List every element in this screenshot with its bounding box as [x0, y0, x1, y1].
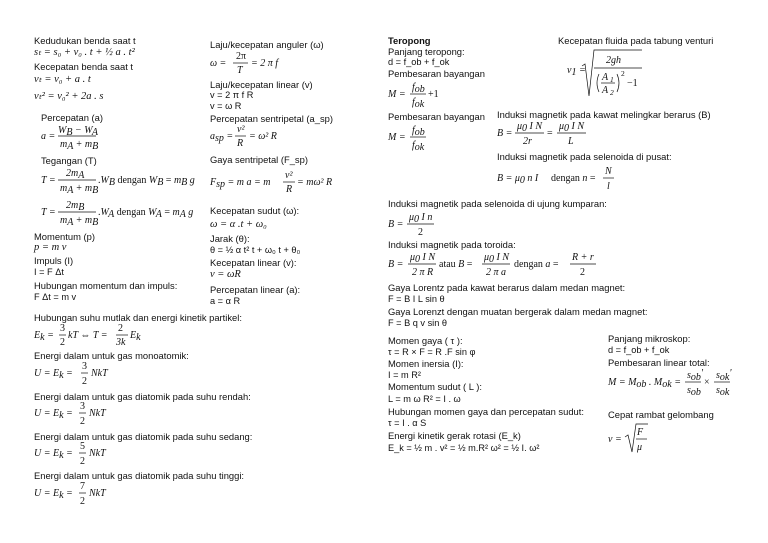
heading-impuls: Impuls (I) [34, 255, 74, 266]
svg-text:=: = [547, 128, 553, 139]
svg-text:fob: fob [412, 82, 425, 95]
formula-momentum-sudut: L = m ω R² = I . ω [388, 394, 461, 404]
svg-text:NkT: NkT [89, 448, 106, 459]
formula-induksi-kawat [497, 121, 586, 147]
svg-text:.WA dengan WA = mA g: .WA dengan WA = mA g [98, 207, 194, 220]
svg-text:v =: v = [608, 434, 622, 445]
formula-percepatan [41, 125, 99, 152]
formula-induksi-selenoida-pusat [497, 166, 614, 192]
svg-text:2 π R: 2 π R [412, 267, 434, 278]
formula-momentum: p = m v [34, 242, 67, 253]
formula-momen-gaya: τ = R × F = R .F sin φ [388, 347, 476, 357]
svg-text:μ0 I N: μ0 I N [410, 252, 436, 265]
svg-text:M = Mob . Mok =: M = Mob . Mok = [608, 377, 681, 390]
svg-text:2: 2 [580, 267, 585, 278]
heading-jarak: Jarak (θ): [210, 233, 250, 244]
svg-text:fok: fok [412, 97, 425, 110]
formula-cepat-rambat [608, 424, 648, 453]
svg-text:M =: M = [388, 89, 406, 100]
svg-text:2: 2 [621, 69, 625, 78]
formula-lorentz-kawat: F = B I L sin θ [388, 294, 445, 304]
svg-text:WB − WA: WB − WA [58, 125, 98, 138]
formula-hubungan-momen: τ = I . α S [388, 418, 427, 428]
formula-omega [210, 51, 279, 76]
formula-induksi-selenoida-ujung [388, 212, 434, 238]
svg-text:sok': sok' [716, 368, 732, 383]
heading-pembesaran-1: Pembesaran bayangan [388, 68, 485, 79]
svg-text:sok: sok [716, 385, 730, 398]
heading-tegangan: Tegangan (T) [41, 155, 97, 166]
svg-text:L: L [568, 136, 574, 147]
svg-text:3: 3 [60, 323, 65, 334]
heading-cepat-rambat: Cepat rambat gelombang [608, 409, 714, 420]
heading-suhu-energi: Hubungan suhu mutlak dan energi kinetik partikel: [34, 312, 242, 323]
svg-text:B = μ0 n I: B = μ0 n I [497, 173, 539, 186]
svg-text:2: 2 [610, 88, 614, 97]
formula-suhu-energi [33, 323, 141, 348]
svg-text:Fsp = m a = m: Fsp = m a = m [210, 177, 271, 190]
heading-diatomik-rendah: Energi dalam untuk gas diatomik pada suhu rendah: [34, 391, 251, 402]
svg-text:μ: μ [637, 442, 643, 453]
svg-text:v1 =: v1 = [567, 65, 586, 78]
formula-venturi [567, 50, 642, 97]
formula-kecepatan-sudut: ω = α .t + ω₀ [210, 219, 267, 230]
svg-text:×: × [704, 377, 710, 388]
heading-kecepatan-linear-2: Kecepatan linear (v): [210, 257, 297, 268]
svg-text:μ0 I N: μ0 I N [559, 121, 585, 134]
svg-text:2: 2 [80, 456, 85, 467]
svg-text:dengan a =: dengan a = [514, 259, 559, 270]
svg-text:−1: −1 [627, 78, 638, 89]
formula-v-2pifr: v = 2 π f R [210, 90, 254, 100]
formula-gaya-sentripetal [209, 170, 332, 195]
svg-text:= ω² R: = ω² R [249, 131, 277, 142]
svg-text:v²: v² [285, 170, 293, 181]
svg-text:mA + mB: mA + mB [60, 183, 99, 196]
heading-diatomik-tinggi: Energi dalam untuk gas diatomik pada suhu tinggi: [34, 470, 245, 481]
svg-text:R + r: R + r [572, 252, 594, 263]
svg-text:T =: T = [41, 175, 56, 186]
svg-text:kT ⇔ T =: kT ⇔ T = [68, 330, 108, 341]
heading-hubungan-momentum: Hubungan momentum dan impuls: [34, 280, 178, 291]
svg-text:R: R [286, 184, 293, 195]
svg-text:asp =: asp = [210, 131, 234, 144]
svg-text:T: T [237, 65, 243, 76]
svg-text:A: A [602, 72, 609, 83]
svg-text:atau B =: atau B = [439, 259, 473, 270]
heading-momen-gaya: Momen gaya ( τ ): [388, 335, 463, 346]
svg-text:NkT: NkT [89, 408, 106, 419]
formula-diatomik-sedang [34, 441, 107, 467]
svg-text:sob: sob [687, 385, 701, 398]
formula-lorentz-muatan: F = B q v sin θ [388, 318, 447, 328]
formula-kecepatan-linear-2: v = ωR [210, 269, 241, 280]
formula-impuls: I = F Δt [34, 267, 64, 277]
svg-text:Ek: Ek [130, 330, 141, 343]
svg-text:2gh: 2gh [606, 55, 621, 66]
heading-kecepatan-linear: Laju/kecepatan linear (v) [210, 79, 313, 90]
heading-percepatan-sentripetal: Percepatan sentripetal (a_sp) [210, 113, 333, 124]
svg-text:mA + mB: mA + mB [60, 139, 99, 152]
svg-text:mA + mB: mA + mB [60, 215, 99, 228]
heading-kecepatan-sudut: Kecepatan sudut (ω): [210, 205, 300, 216]
svg-text:U = Ek =: U = Ek = [34, 408, 73, 421]
svg-text:NkT: NkT [91, 368, 108, 379]
heading-lorentz-kawat: Gaya Lorentz pada kawat berarus dalam medan magnet: [388, 282, 626, 293]
svg-text:μ0 I N: μ0 I N [517, 121, 543, 134]
svg-text:= mω² R: = mω² R [297, 177, 333, 188]
heading-venturi: Kecepatan fluida pada tabung venturi [558, 35, 714, 46]
svg-text:ω =: ω = [210, 58, 227, 69]
formula-diatomik-tinggi [34, 481, 107, 507]
heading-induksi-selenoida-ujung: Induksi magnetik pada selenoida di ujung kumparan: [388, 198, 607, 209]
formula-pembesaran-2 [387, 125, 426, 153]
svg-text:= 2 π f: = 2 π f [251, 58, 279, 69]
formula-kedudukan: sₜ = s₀ + v₀ . t + ½ a . t² [34, 47, 135, 58]
heading-pembesaran-2: Pembesaran bayangan [388, 111, 485, 122]
formula-pembesaran-1 [387, 82, 439, 110]
heading-induksi-kawat: Induksi magnetik pada kawat melingkar berarus (B) [497, 109, 711, 120]
svg-text:M =: M = [388, 132, 406, 143]
heading-pembesaran-linear: Pembesaran linear total: [608, 357, 710, 368]
svg-text:fob: fob [412, 125, 425, 138]
svg-text:+1: +1 [428, 89, 439, 100]
formula-percepatan-sentripetal [210, 124, 277, 149]
svg-text:a =: a = [41, 131, 56, 142]
heading-panjang-mikroskop: Panjang mikroskop: [608, 333, 691, 344]
formula-induksi-toroida [388, 252, 596, 278]
formula-tegangan-1 [41, 168, 195, 196]
heading-gas-monoatomik: Energi dalam untuk gas monoatomik: [34, 350, 189, 361]
svg-text:μ0 I N: μ0 I N [484, 252, 510, 265]
svg-text:2r: 2r [523, 136, 532, 147]
svg-text:dengan n =: dengan n = [551, 173, 596, 184]
svg-text:3k: 3k [116, 337, 126, 348]
svg-text:U = Ek =: U = Ek = [34, 448, 73, 461]
heading-energi-rotasi: Energi kinetik gerak rotasi (E_k) [388, 430, 521, 441]
heading-lorentz-muatan: Gaya Lorenzt dengan muatan bergerak dalam medan magnet: [388, 306, 648, 317]
svg-text:U = Ek =: U = Ek = [34, 488, 73, 501]
svg-text:v²: v² [237, 124, 245, 135]
svg-text:Ek =: Ek = [34, 330, 54, 343]
svg-text:F: F [637, 427, 644, 438]
formula-hubungan-momentum: F Δt = m v [34, 292, 77, 302]
formula-jarak: θ = ½ α t² t + ω₀ t + θ₀ [210, 245, 301, 255]
heading-momen-inersia: Momen inersia (I): [388, 358, 464, 369]
heading-gaya-sentripetal: Gaya sentripetal (F_sp) [210, 154, 308, 165]
svg-text:sob': sob' [687, 368, 704, 383]
svg-text:fok: fok [412, 140, 425, 153]
heading-momentum: Momentum (p) [34, 231, 95, 242]
formula-momen-inersia: I = m R² [388, 370, 421, 380]
svg-text:2: 2 [80, 416, 85, 427]
formula-kecepatan-1: vₜ = v₀ + a . t [34, 74, 91, 85]
heading-panjang-teropong: Panjang teropong: [388, 46, 465, 57]
svg-text:2: 2 [418, 227, 423, 238]
svg-text:2: 2 [82, 376, 87, 387]
svg-text:2: 2 [118, 323, 123, 334]
heading-teropong: Teropong [388, 35, 431, 46]
svg-text:3: 3 [82, 361, 87, 372]
svg-text:2mA: 2mA [66, 168, 85, 181]
heading-hubungan-momen: Hubungan momen gaya dan percepatan sudut: [388, 406, 584, 417]
heading-percepatan: Percepatan (a) [41, 112, 104, 123]
svg-text:3: 3 [80, 401, 85, 412]
heading-kecepatan-anguler: Laju/kecepatan anguler (ω) [210, 39, 324, 50]
heading-percepatan-linear: Percepatan linear (a): [210, 284, 301, 295]
svg-text:N: N [605, 166, 612, 177]
svg-text:2π: 2π [236, 51, 247, 62]
formula-percepatan-linear: a = α R [210, 296, 241, 306]
formula-panjang-mikroskop: d = f_ob + f_ok [608, 345, 670, 355]
svg-text:B =: B = [388, 259, 404, 270]
heading-induksi-toroida: Induksi magnetik pada toroida: [388, 239, 516, 250]
svg-text:2mB: 2mB [66, 200, 85, 213]
svg-text:U = Ek =: U = Ek = [34, 368, 73, 381]
formula-pembesaran-linear [607, 368, 732, 398]
svg-text:R: R [237, 138, 244, 149]
heading-diatomik-sedang: Energi dalam untuk gas diatomik pada suhu sedang: [34, 431, 253, 442]
svg-text:.WB dengan WB = mB g: .WB dengan WB = mB g [98, 175, 195, 188]
heading-kecepatan-benda: Kecepatan benda saat t [34, 61, 134, 72]
formula-energi-rotasi: E_k = ½ m . v² = ½ m.R² ω² = ½ I. ω² [388, 443, 540, 453]
heading-kedudukan: Kedudukan benda saat t [34, 35, 136, 46]
formula-tegangan-2 [41, 200, 193, 228]
svg-text:1: 1 [610, 75, 614, 84]
formula-panjang-teropong: d = f_ob + f_ok [388, 57, 450, 67]
svg-text:NkT: NkT [89, 488, 106, 499]
heading-momentum-sudut: Momentum sudut ( L ): [388, 381, 482, 392]
svg-text:5: 5 [80, 441, 85, 452]
svg-text:B =: B = [388, 219, 404, 230]
svg-text:2 π a: 2 π a [486, 267, 507, 278]
formula-diatomik-rendah [34, 401, 107, 427]
svg-text:A: A [602, 85, 609, 96]
formula-v-omega-r: v = ω R [210, 101, 242, 111]
svg-text:2: 2 [60, 337, 65, 348]
formula-kecepatan-2: vₜ² = v₀² + 2a . s [34, 91, 104, 102]
svg-text:B =: B = [497, 128, 513, 139]
svg-text:l: l [607, 181, 610, 192]
svg-text:7: 7 [80, 481, 85, 492]
svg-text:T =: T = [41, 207, 56, 218]
formula-gas-monoatomik [34, 361, 109, 387]
svg-text:2: 2 [80, 496, 85, 507]
heading-induksi-selenoida-pusat: Induksi magnetik pada selenoida di pusat: [497, 151, 672, 162]
svg-text:μ0 I n: μ0 I n [409, 212, 433, 225]
